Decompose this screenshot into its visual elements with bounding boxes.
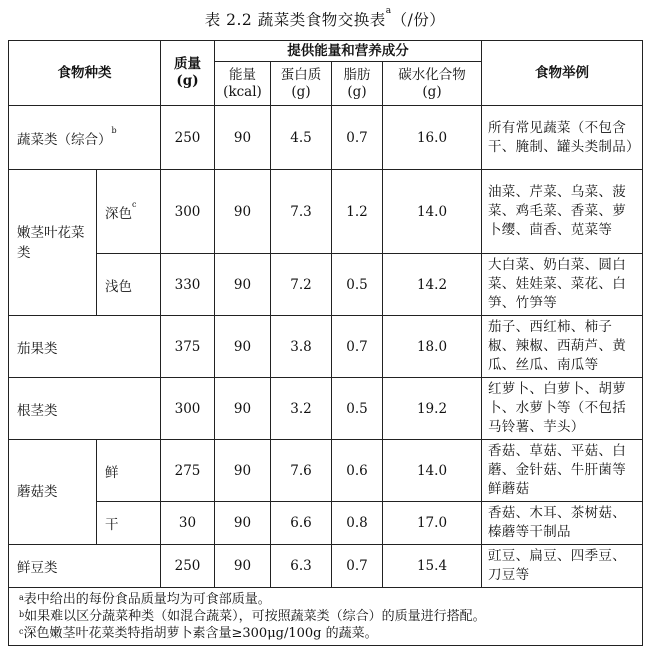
- row-energy: 90: [215, 545, 271, 588]
- row-carb: 19.2: [383, 378, 482, 440]
- row-mass: 275: [161, 440, 215, 502]
- row-carb: 16.0: [383, 106, 482, 170]
- note-c: $^c$深色嫩茎叶花菜类特指胡萝卜素含量≥300μg/100g 的蔬菜。: [19, 626, 378, 641]
- note-a: $^a$表中给出的每份食品质量均为可食部质量。: [19, 592, 271, 607]
- row-mass: 250: [161, 545, 215, 588]
- row-mass: 250: [161, 106, 215, 170]
- row-examples: 香菇、木耳、茶树菇、榛蘑等干制品: [482, 502, 643, 545]
- row-mass: 30: [161, 502, 215, 545]
- header-nutrient-group: 提供能量和营养成分: [215, 41, 482, 62]
- row-mass: 300: [161, 170, 215, 254]
- row-fat: 0.8: [332, 502, 383, 545]
- row-protein: 3.2: [271, 378, 332, 440]
- table-row: [9, 254, 643, 316]
- table-row: [9, 106, 643, 170]
- caption-text: 表 2.2 蔬菜类食物交换表: [204, 11, 386, 29]
- row-fat: 0.5: [332, 378, 383, 440]
- row-carb: 17.0: [383, 502, 482, 545]
- row-fat: 0.7: [332, 106, 383, 170]
- row-carb: 14.0: [383, 440, 482, 502]
- row-energy: 90: [215, 254, 271, 316]
- row-fat: 0.6: [332, 440, 383, 502]
- table-notes: [9, 588, 643, 646]
- row-energy: 90: [215, 440, 271, 502]
- row-carb: 15.4: [383, 545, 482, 588]
- row-energy: 90: [215, 316, 271, 378]
- row-name: 根茎类: [9, 378, 161, 440]
- row-protein: 3.8: [271, 316, 332, 378]
- row-group: 嫩茎叶花菜类: [9, 170, 97, 316]
- row-mass: 375: [161, 316, 215, 378]
- header-fat: 脂肪 (g): [332, 62, 383, 106]
- row-name: 浅色: [97, 254, 161, 316]
- row-fat: 1.2: [332, 170, 383, 254]
- row-name: 鲜: [97, 440, 161, 502]
- row-carb: 14.0: [383, 170, 482, 254]
- header-category: 食物种类: [9, 41, 161, 106]
- row-examples: 油菜、芹菜、乌菜、菠菜、鸡毛菜、香菜、萝卜缨、茴香、苋菜等: [482, 170, 643, 254]
- row-protein: 6.3: [271, 545, 332, 588]
- row-examples: 所有常见蔬菜（不包含干、腌制、罐头类制品）: [482, 106, 643, 170]
- caption-footnote-mark: a: [385, 6, 392, 16]
- row-carb: 18.0: [383, 316, 482, 378]
- row-examples: 香菇、草菇、平菇、白蘑、金针菇、牛肝菌等鲜蘑菇: [482, 440, 643, 502]
- table-row: [9, 316, 643, 378]
- header-carb: 碳水化合物 (g): [383, 62, 482, 106]
- row-fat: 0.7: [332, 316, 383, 378]
- row-protein: 6.6: [271, 502, 332, 545]
- vegetable-exchange-table: [8, 40, 643, 646]
- note-b: $^b$如果难以区分蔬菜种类（如混合蔬菜），可按照蔬菜类（综合）的质量进行搭配。: [19, 609, 486, 624]
- row-name: 干: [97, 502, 161, 545]
- row-energy: 90: [215, 106, 271, 170]
- header-mass: 质量 (g): [161, 41, 215, 106]
- row-carb: 14.2: [383, 254, 482, 316]
- row-group: 蘑菇类: [9, 440, 97, 545]
- row-examples: 红萝卜、白萝卜、胡萝卜、水萝卜等（不包括马铃薯、芋头）: [482, 378, 643, 440]
- table-row: [9, 378, 643, 440]
- header-examples: 食物举例: [482, 41, 643, 106]
- row-fat: 0.7: [332, 545, 383, 588]
- row-examples: 大白菜、奶白菜、圆白菜、娃娃菜、菜花、白笋、竹笋等: [482, 254, 643, 316]
- caption-suffix: （/份）: [391, 11, 446, 29]
- row-name: 深色$^c$: [97, 170, 161, 254]
- row-examples: 茄子、西红柿、柿子椒、辣椒、西葫芦、黄瓜、丝瓜、南瓜等: [482, 316, 643, 378]
- header-energy: 能量 (kcal): [215, 62, 271, 106]
- table-row: [9, 440, 643, 502]
- row-examples: 豇豆、扁豆、四季豆、刀豆等: [482, 545, 643, 588]
- row-mass: 330: [161, 254, 215, 316]
- row-name: 鲜豆类: [9, 545, 161, 588]
- table-row: [9, 545, 643, 588]
- notes-row: [9, 588, 643, 646]
- row-protein: 7.3: [271, 170, 332, 254]
- row-protein: 4.5: [271, 106, 332, 170]
- row-protein: 7.6: [271, 440, 332, 502]
- row-protein: 7.2: [271, 254, 332, 316]
- header-row-1: [9, 41, 643, 62]
- table-caption: [0, 8, 650, 30]
- header-protein: 蛋白质 (g): [271, 62, 332, 106]
- table-row: [9, 502, 643, 545]
- table-row: [9, 170, 643, 254]
- row-mass: 300: [161, 378, 215, 440]
- row-name: 蔬菜类（综合）$^b$: [9, 106, 161, 170]
- row-name: 茄果类: [9, 316, 161, 378]
- row-energy: 90: [215, 170, 271, 254]
- row-fat: 0.5: [332, 254, 383, 316]
- row-energy: 90: [215, 502, 271, 545]
- row-energy: 90: [215, 378, 271, 440]
